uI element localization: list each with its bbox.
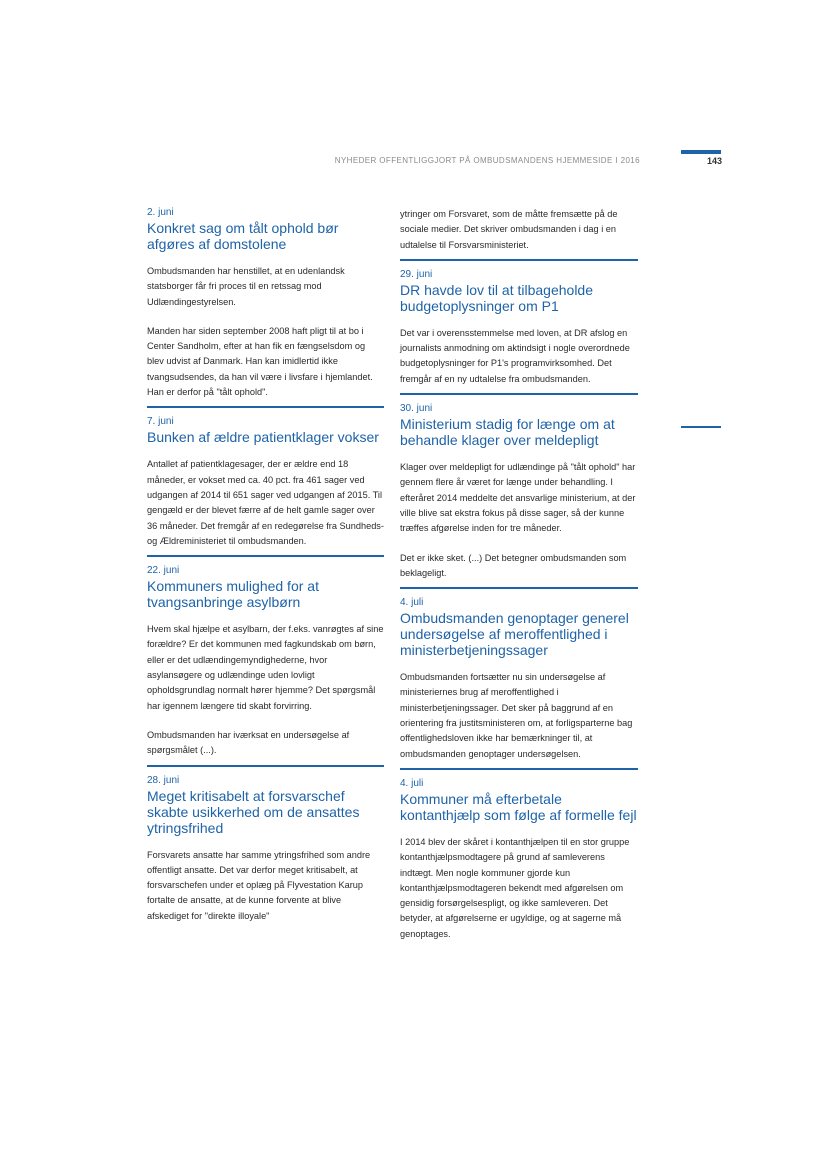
news-item: [400, 269, 638, 387]
news-date: 4. juli: [400, 597, 424, 609]
accent-bar-top: [681, 150, 721, 154]
news-headline: DR havde lov til at tilbageholde budgetoplysninger om P1: [400, 281, 594, 314]
news-headline: Ministerium stadig for længe om at behandle klager over meldepligt: [400, 416, 615, 449]
news-date: 4. juli: [400, 777, 424, 789]
news-item: [147, 565, 384, 758]
news-paragraph: Klager over meldepligt for udlændinge på "tålt ophold" har gennem flere år været for længe under behandling. I efteråret 2014 meddelte det ansvarlige ministerium, at der ville blive sat ekstra fokus på disse sager, så der kunne træffes afgørelse inden for tre måneder.: [400, 462, 636, 534]
section-divider: [147, 406, 384, 408]
news-paragraph: Det var i overensstemmelse med loven, at DR afslog en journalists anmodning om aktindsigt i nogle overordnede budgetoplysninger for P1's programvirksomhed. Det fremgår af en ny udtalelse fra ombudsmanden.: [400, 327, 630, 384]
news-headline: Meget kritisabelt at forsvarschef skabte usikkerhed om de ansattes ytringsfrihed: [147, 787, 360, 836]
news-item: [400, 597, 638, 762]
news-headline: Kommuner må efterbetale kontanthjælp som følge af formelle fejl: [400, 790, 637, 823]
news-item: [147, 416, 384, 549]
news-date: 28. juni: [147, 774, 180, 786]
news-item: [400, 403, 638, 581]
news-date: 2. juni: [147, 207, 174, 218]
news-headline: Ombudsmanden genoptager generel undersøgelse af meroffentlighed i ministerbetjeningssager: [400, 610, 629, 659]
accent-bar-margin: [681, 426, 721, 428]
news-paragraph: Antallet af patientklagesager, der er ældre end 18 måneder, er vokset med ca. 40 pct. fra 461 sager ved udgangen af 2014 til 651 sager ved udgangen af 2015. Til gengæld er der blevet færre af de helt gamle sager over 36 måneder. Det fremgår af en redegørelse fra Sundheds- og Ældreministeriet til ombudsmanden.: [147, 459, 384, 546]
news-headline: Kommuners mulighed for at tvangsanbringe asylbørn: [147, 578, 319, 611]
running-header: NYHEDER OFFENTLIGGJORT PÅ OMBUDSMANDENS HJEMMESIDE I 2016: [334, 156, 640, 165]
news-paragraph: Ombudsmanden har henstillet, at en udenlandsk statsborger får fri proces til en retssag mod Udlændingestyrelsen.: [147, 266, 345, 307]
page-number: 143: [706, 156, 722, 166]
news-paragraph-continued: ytringer om Forsvaret, som de måtte fremsætte på de sociale medier. Det skriver ombudsmanden i dag i en udtalelse til Forsvarsministeriet.: [400, 209, 618, 250]
news-item: [147, 775, 384, 924]
news-headline: Bunken af ældre patientklager vokser: [147, 429, 379, 446]
news-headline: Konkret sag om tålt ophold bør afgøres af domstolene: [147, 220, 339, 252]
news-paragraph: Det er ikke sket. (...) Det betegner ombudsmanden som beklageligt.: [400, 552, 627, 578]
section-divider: [400, 259, 638, 261]
section-divider: [147, 555, 384, 557]
news-paragraph: Forsvarets ansatte har samme ytringsfrihed som andre offentligt ansatte. Det var derfor meget kritisabelt, at forsvarschefen under et oplæg på Flyvestation Karup fortalte de ansatte, at de kunne forvente at blive afskediget for "direkte illoyale": [147, 849, 371, 921]
section-divider: [400, 587, 638, 589]
news-date: 7. juni: [147, 416, 174, 428]
left-column: [147, 207, 384, 930]
news-item: [400, 778, 638, 942]
news-paragraph: Hvem skal hjælpe et asylbarn, der f.eks. vanrøgtes af sine forældre? Er det kommunen med fagkundskab om børn, eller er det udlændingemyndighederne, hvor asylansøgere og udlændinge uden lovligt opholdsgrundlag normalt hører hjemme? Det spørgsmål har igennem længere tid skabt forvirring.: [147, 624, 384, 711]
news-paragraph: Manden har siden september 2008 haft pligt til at bo i Center Sandholm, efter at han fik en fængselsdom og blev udvist af Danmark. Han kan imidlertid ikke tvangsudsendes, da han vil være i livsfare i hjemlandet. Han er derfor på "tålt ophold".: [147, 325, 373, 398]
section-divider: [400, 393, 638, 395]
news-item: [147, 207, 384, 400]
news-paragraph: Ombudsmanden har iværksat en undersøgelse af spørgsmålet (...).: [147, 729, 350, 756]
right-column: [400, 207, 638, 948]
news-date: 22. juni: [147, 565, 180, 577]
news-paragraph: Ombudsmanden fortsætter nu sin undersøgelse af ministeriernes brug af meroffentlighed i ministerbetjeningssager. Det sker på baggrund af en orientering fra justitsministeren om, at forligsparterne bag offentlighedsloven ikke har bemærkninger til, at ombudsmanden genoptager undersøgelsen.: [400, 672, 633, 759]
section-divider: [400, 768, 638, 770]
news-date: 30. juni: [400, 403, 433, 415]
news-paragraph: I 2014 blev der skåret i kontanthjælpen til en stor gruppe kontanthjælpsmodtagere på grund af samleverens indtægt. Men nogle kommuner gjorde kun kontanthjælpsmodtageren bekendt med afgørelsen om gensidig forsørgelsespligt, og ikke samleveren. Det betyder, at afgørelserne er ugyldige, og at sagerne må genoptages.: [400, 836, 630, 939]
news-date: 29. juni: [400, 268, 433, 280]
section-divider: [147, 765, 384, 767]
